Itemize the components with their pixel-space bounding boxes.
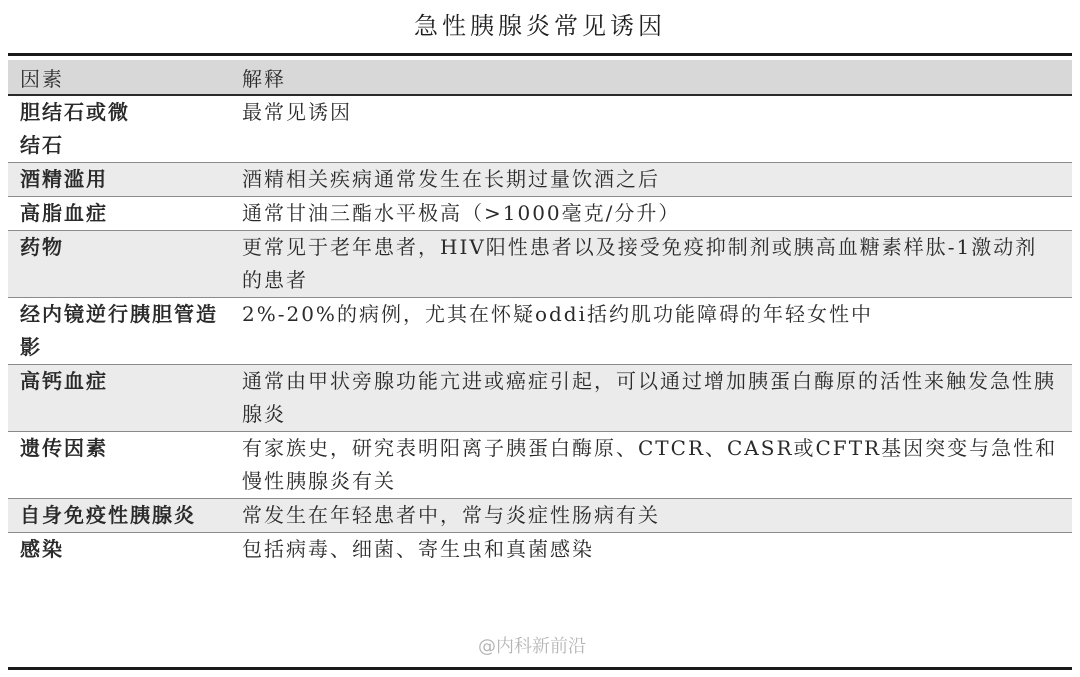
header-factor: 因素 — [8, 60, 230, 95]
table-row — [8, 231, 1072, 298]
table-row — [8, 499, 1072, 533]
top-rule — [8, 53, 1072, 56]
factor-cell: 高钙血症 — [20, 369, 108, 393]
explanation-cell: 更常见于老年患者，HIV阳性患者以及接受免疫抑制剂或胰高血糖素样肽-1激动剂的患者 — [242, 235, 1038, 292]
explanation-cell: 包括病毒、细菌、寄生虫和真菌感染 — [242, 537, 594, 561]
header-explanation: 解释 — [230, 60, 1072, 95]
watermark-text: @内科新前沿 — [478, 636, 586, 657]
table-row — [8, 533, 1072, 567]
table-row — [8, 365, 1072, 432]
explanation-cell: 通常甘油三酯水平极高（>1000毫克/分升） — [242, 201, 681, 225]
table-row — [8, 298, 1072, 365]
factor-cell: 感染 — [20, 537, 64, 561]
explanation-cell: 有家族史，研究表明阳离子胰蛋白酶原、CTCR、CASR或CFTR基因突变与急性和慢性胰腺炎有关 — [242, 436, 1058, 493]
factor-cell: 高脂血症 — [20, 201, 108, 225]
factor-cell: 胆结石或微结石 — [20, 100, 130, 157]
factor-cell: 酒精滥用 — [20, 167, 108, 191]
explanation-cell: 2%-20%的病例，尤其在怀疑oddi括约肌功能障碍的年轻女性中 — [242, 302, 873, 326]
table-row — [8, 163, 1072, 197]
factor-cell: 遗传因素 — [20, 436, 108, 460]
bottom-rule — [8, 667, 1072, 670]
explanation-cell: 常发生在年轻患者中，常与炎症性肠病有关 — [242, 503, 660, 527]
header-row — [8, 60, 1072, 95]
table-row — [8, 197, 1072, 231]
table-title: 急性胰腺炎常见诱因 — [414, 12, 666, 40]
explanation-cell: 通常由甲状旁腺功能亢进或癌症引起，可以通过增加胰蛋白酶原的活性来触发急性胰腺炎 — [242, 369, 1056, 426]
causes-table — [8, 60, 1072, 566]
factor-cell: 经内镜逆行胰胆管造影 — [20, 302, 218, 359]
explanation-cell: 最常见诱因 — [242, 100, 352, 124]
table-row — [8, 432, 1072, 499]
table-row — [8, 95, 1072, 163]
factor-cell: 药物 — [20, 235, 64, 259]
factor-cell: 自身免疫性胰腺炎 — [20, 503, 196, 527]
explanation-cell: 酒精相关疾病通常发生在长期过量饮酒之后 — [242, 167, 660, 191]
